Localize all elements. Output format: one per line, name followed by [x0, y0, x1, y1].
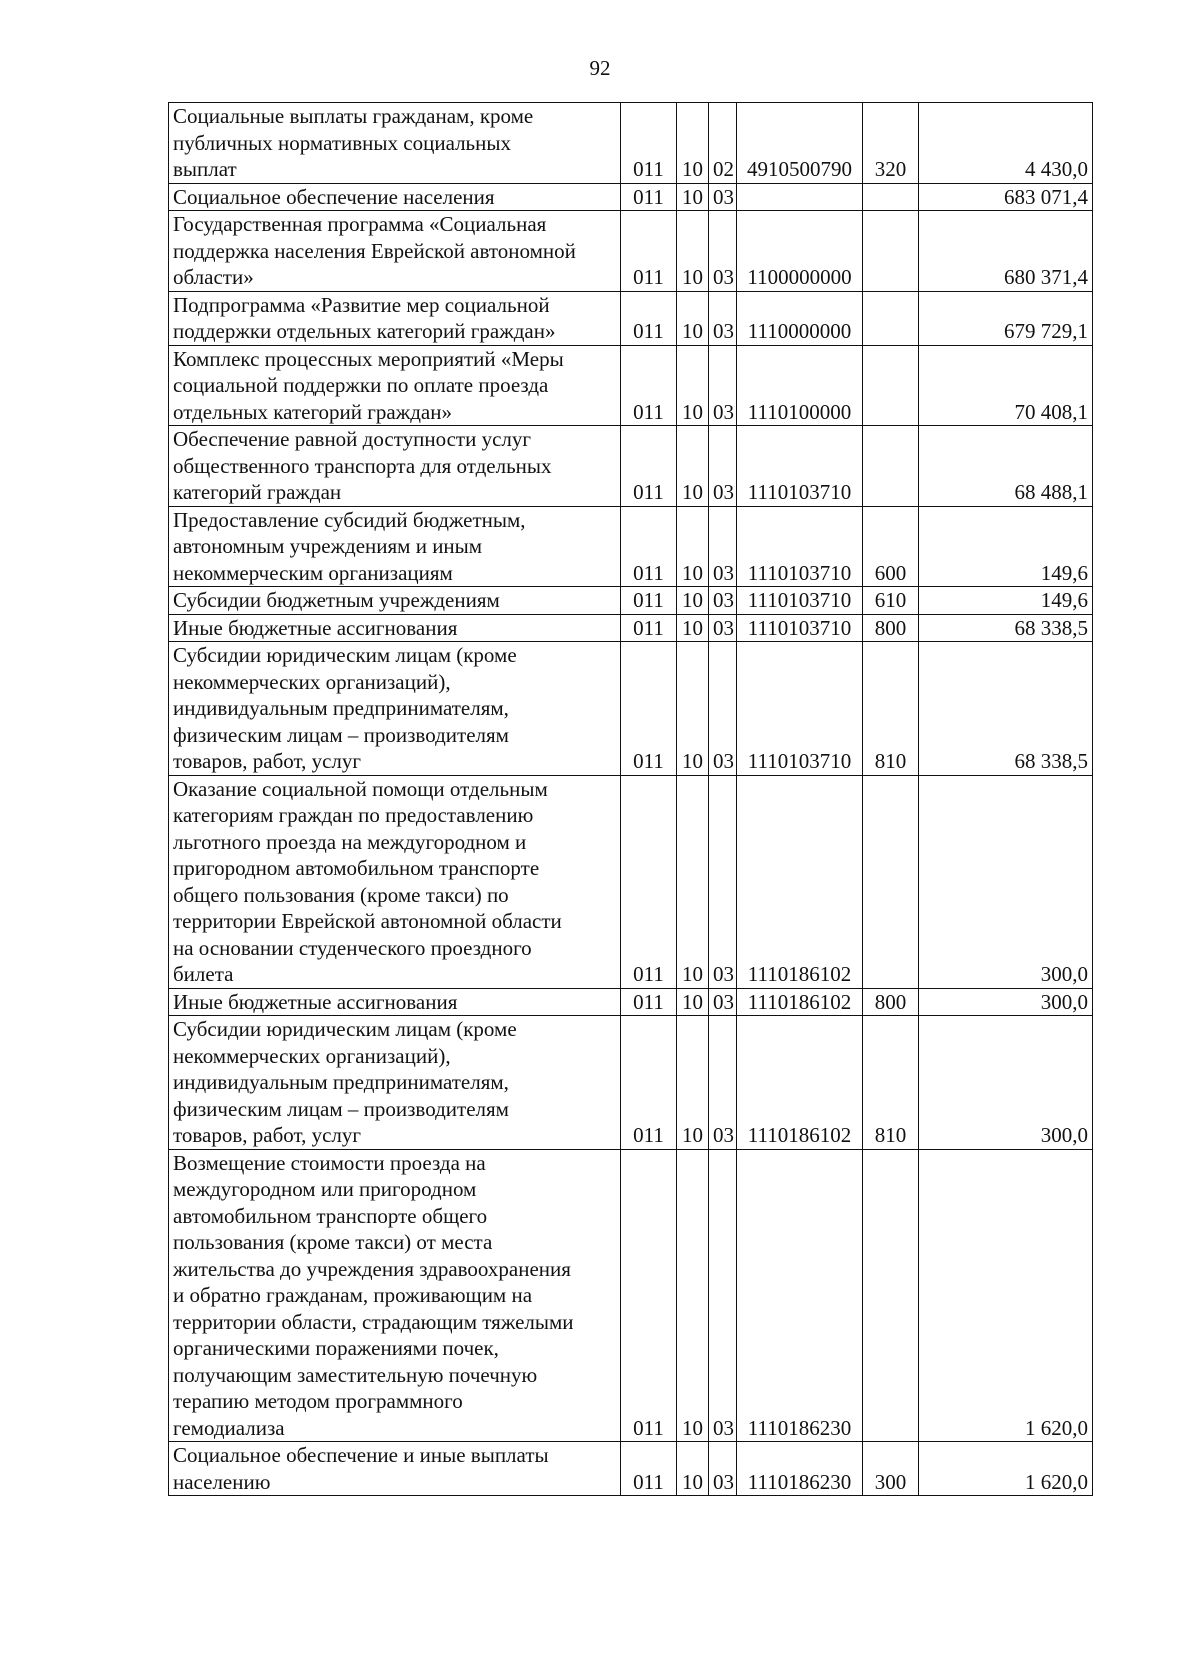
table-row	[169, 775, 1093, 988]
amount-text: 683 071,4	[1004, 184, 1088, 209]
ministry-code-cell	[621, 1442, 677, 1496]
amount-cell	[919, 426, 1093, 507]
section-code-cell	[677, 426, 709, 507]
budget-table	[168, 102, 1093, 1496]
target-article-cell	[737, 1442, 863, 1496]
expense-type-cell	[863, 426, 919, 507]
section-code-cell	[677, 642, 709, 776]
ministry-code-text: 011	[633, 319, 664, 343]
table-body	[169, 103, 1093, 1496]
target-article-text: 1110186102	[747, 962, 852, 986]
expense-name-text: Комплекс процессных мероприятий «Меры социальной поддержки по оплате проезда отдельных категорий граждан»	[173, 346, 564, 424]
table-row	[169, 642, 1093, 776]
target-article-text: 1110000000	[747, 319, 852, 343]
expense-type-text: 600	[874, 560, 907, 585]
expense-type-cell	[863, 614, 919, 642]
section-code-cell	[677, 506, 709, 587]
subsection-code-text: 03	[713, 962, 734, 986]
expense-type-text: 320	[874, 157, 907, 181]
expense-name-text: Субсидии бюджетным учреждениям	[173, 588, 500, 612]
ministry-code-text: 011	[633, 1469, 664, 1494]
ministry-code-cell	[621, 183, 677, 211]
ministry-code-text: 011	[633, 962, 664, 986]
subsection-code-cell	[709, 103, 737, 184]
ministry-code-cell	[621, 587, 677, 615]
subsection-code-text: 03	[713, 1415, 734, 1440]
expense-name-cell	[169, 506, 621, 587]
amount-text: 68 488,1	[1014, 480, 1088, 504]
section-code-cell	[677, 1016, 709, 1150]
table-row	[169, 291, 1093, 345]
subsection-code-text: 02	[713, 157, 734, 181]
expense-type-cell	[863, 345, 919, 426]
amount-cell	[919, 211, 1093, 292]
amount-text: 679 729,1	[1004, 319, 1088, 343]
expense-type-cell	[863, 103, 919, 184]
expense-type-text: 300	[874, 1469, 907, 1494]
amount-text: 300,0	[1040, 989, 1088, 1014]
section-code-cell	[677, 211, 709, 292]
subsection-code-text: 03	[713, 1469, 734, 1494]
ministry-code-cell	[621, 775, 677, 988]
ministry-code-cell	[621, 1149, 677, 1442]
ministry-code-cell	[621, 345, 677, 426]
expense-name-cell	[169, 1016, 621, 1150]
ministry-code-text: 011	[633, 1415, 664, 1440]
section-code-text: 10	[682, 615, 703, 640]
section-code-cell	[677, 1149, 709, 1442]
subsection-code-cell	[709, 642, 737, 776]
section-code-text: 10	[682, 184, 703, 209]
section-code-cell	[677, 614, 709, 642]
section-code-cell	[677, 988, 709, 1016]
subsection-code-cell	[709, 614, 737, 642]
section-code-cell	[677, 587, 709, 615]
table-row	[169, 103, 1093, 184]
target-article-cell	[737, 211, 863, 292]
amount-cell	[919, 1149, 1093, 1442]
subsection-code-text: 03	[713, 480, 734, 504]
expense-type-cell	[863, 506, 919, 587]
ministry-code-text: 011	[633, 615, 664, 640]
subsection-code-text: 03	[713, 588, 734, 612]
target-article-cell	[737, 506, 863, 587]
expense-type-text: 810	[874, 749, 907, 773]
expense-name-text: Субсидии юридическим лицам (кроме некоммерческих организаций), индивидуальным предпринимателям, физическим лицам – производителям товаров, работ, услуг	[173, 1017, 517, 1147]
target-article-cell	[737, 614, 863, 642]
amount-cell	[919, 291, 1093, 345]
section-code-cell	[677, 775, 709, 988]
ministry-code-cell	[621, 988, 677, 1016]
table-row	[169, 426, 1093, 507]
subsection-code-text: 03	[713, 265, 734, 289]
target-article-cell	[737, 775, 863, 988]
section-code-text: 10	[682, 480, 703, 504]
ministry-code-cell	[621, 426, 677, 507]
expense-name-text: Субсидии юридическим лицам (кроме некоммерческих организаций), индивидуальным предпринимателям, физическим лицам – производителям товаров, работ, услуг	[173, 643, 517, 773]
section-code-text: 10	[682, 1415, 703, 1440]
subsection-code-cell	[709, 426, 737, 507]
expense-name-text: Обеспечение равной доступности услуг общественного транспорта для отдельных категорий граждан	[173, 427, 552, 504]
amount-text: 149,6	[1040, 588, 1088, 612]
target-article-text: 1110100000	[747, 399, 852, 424]
amount-cell	[919, 345, 1093, 426]
target-article-text: 1110103710	[747, 615, 852, 640]
section-code-text: 10	[682, 1123, 703, 1147]
ministry-code-text: 011	[633, 157, 664, 181]
subsection-code-text: 03	[713, 615, 734, 640]
expense-type-cell	[863, 587, 919, 615]
expense-name-cell	[169, 1149, 621, 1442]
expense-name-cell	[169, 988, 621, 1016]
expense-name-text: Предоставление субсидий бюджетным, автономным учреждениям и иным некоммерческим организациям	[173, 507, 526, 585]
expense-type-cell	[863, 211, 919, 292]
target-article-text: 1110103710	[747, 588, 852, 612]
expense-name-text: Социальное обеспечение населения	[173, 184, 495, 209]
ministry-code-text: 011	[633, 265, 664, 289]
expense-name-cell	[169, 291, 621, 345]
section-code-text: 10	[682, 1469, 703, 1494]
ministry-code-text: 011	[633, 1123, 664, 1147]
subsection-code-cell	[709, 211, 737, 292]
amount-text: 4 430,0	[1025, 157, 1088, 181]
target-article-cell	[737, 642, 863, 776]
expense-name-cell	[169, 345, 621, 426]
section-code-text: 10	[682, 560, 703, 585]
expense-name-text: Возмещение стоимости проезда на междугородном или пригородном автомобильном транспорте общего пользования (кроме такси) от места жительства до учреждения здравоохранения и обратно гражданам, проживающим на территории области, страдающим тяжелыми органическими поражениями почек, получающим заместительную почечную терапию методом программного гемодиализа	[173, 1150, 574, 1440]
expense-name-text: Иные бюджетные ассигнования	[173, 615, 458, 640]
ministry-code-text: 011	[633, 399, 664, 424]
ministry-code-text: 011	[633, 749, 664, 773]
target-article-cell	[737, 291, 863, 345]
subsection-code-cell	[709, 988, 737, 1016]
section-code-text: 10	[682, 989, 703, 1014]
subsection-code-text: 03	[713, 1123, 734, 1147]
table-row	[169, 1016, 1093, 1150]
target-article-cell	[737, 1149, 863, 1442]
target-article-cell	[737, 183, 863, 211]
expense-type-text: 810	[874, 1123, 907, 1147]
target-article-text: 1110186102	[747, 1123, 852, 1147]
amount-cell	[919, 775, 1093, 988]
target-article-text: 1100000000	[747, 265, 852, 289]
expense-type-cell	[863, 775, 919, 988]
expense-type-text: 610	[874, 588, 907, 612]
ministry-code-cell	[621, 211, 677, 292]
ministry-code-cell	[621, 291, 677, 345]
ministry-code-cell	[621, 642, 677, 776]
expense-type-cell	[863, 1149, 919, 1442]
section-code-text: 10	[682, 319, 703, 343]
expense-name-text: Иные бюджетные ассигнования	[173, 989, 458, 1014]
target-article-cell	[737, 426, 863, 507]
expense-name-cell	[169, 1442, 621, 1496]
expense-type-cell	[863, 1442, 919, 1496]
amount-cell	[919, 103, 1093, 184]
amount-text: 68 338,5	[1014, 615, 1088, 640]
ministry-code-cell	[621, 1016, 677, 1150]
amount-text: 680 371,4	[1004, 265, 1088, 289]
expense-name-text: Социальные выплаты гражданам, кроме публичных нормативных социальных выплат	[173, 104, 534, 181]
subsection-code-cell	[709, 587, 737, 615]
target-article-text: 1110103710	[747, 480, 852, 504]
subsection-code-cell	[709, 1442, 737, 1496]
amount-text: 1 620,0	[1025, 1469, 1088, 1494]
ministry-code-text: 011	[633, 588, 664, 612]
expense-name-cell	[169, 775, 621, 988]
section-code-text: 10	[682, 399, 703, 424]
table-row	[169, 988, 1093, 1016]
target-article-text: 1110186102	[747, 989, 852, 1014]
table-row	[169, 345, 1093, 426]
target-article-cell	[737, 345, 863, 426]
subsection-code-cell	[709, 1149, 737, 1442]
amount-text: 68 338,5	[1014, 749, 1088, 773]
expense-name-text: Подпрограмма «Развитие мер социальной поддержки отдельных категорий граждан»	[173, 292, 556, 343]
subsection-code-text: 03	[713, 399, 734, 424]
section-code-cell	[677, 183, 709, 211]
target-article-cell	[737, 988, 863, 1016]
expense-type-text: 800	[874, 989, 907, 1014]
subsection-code-text: 03	[713, 989, 734, 1014]
table-row	[169, 506, 1093, 587]
expense-type-cell	[863, 988, 919, 1016]
section-code-text: 10	[682, 962, 703, 986]
section-code-cell	[677, 291, 709, 345]
page-number: 92	[589, 56, 611, 80]
target-article-text: 1110103710	[747, 560, 852, 585]
amount-cell	[919, 587, 1093, 615]
expense-type-cell	[863, 1016, 919, 1150]
subsection-code-cell	[709, 506, 737, 587]
table-row	[169, 183, 1093, 211]
ministry-code-cell	[621, 614, 677, 642]
table-row	[169, 211, 1093, 292]
expense-name-cell	[169, 183, 621, 211]
subsection-code-text: 03	[713, 319, 734, 343]
section-code-cell	[677, 103, 709, 184]
ministry-code-text: 011	[633, 184, 664, 209]
table-row	[169, 614, 1093, 642]
expense-name-text: Государственная программа «Социальная поддержка населения Еврейской автономной области»	[173, 212, 576, 289]
ministry-code-cell	[621, 103, 677, 184]
expense-type-cell	[863, 291, 919, 345]
expense-type-text: 800	[874, 615, 907, 640]
subsection-code-cell	[709, 345, 737, 426]
ministry-code-text: 011	[633, 480, 664, 504]
amount-cell	[919, 183, 1093, 211]
subsection-code-text: 03	[713, 749, 734, 773]
expense-name-cell	[169, 642, 621, 776]
ministry-code-text: 011	[633, 989, 664, 1014]
target-article-text: 1110186230	[747, 1469, 852, 1494]
subsection-code-cell	[709, 291, 737, 345]
subsection-code-text: 03	[713, 184, 734, 209]
target-article-text: 4910500790	[747, 157, 852, 181]
amount-cell	[919, 1442, 1093, 1496]
expense-type-cell	[863, 183, 919, 211]
expense-type-cell	[863, 642, 919, 776]
subsection-code-text: 03	[713, 560, 734, 585]
table-row	[169, 1442, 1093, 1496]
subsection-code-cell	[709, 183, 737, 211]
ministry-code-text: 011	[633, 560, 664, 585]
expense-name-cell	[169, 614, 621, 642]
section-code-text: 10	[682, 749, 703, 773]
target-article-cell	[737, 1016, 863, 1150]
expense-name-cell	[169, 426, 621, 507]
amount-cell	[919, 1016, 1093, 1150]
expense-name-cell	[169, 103, 621, 184]
amount-cell	[919, 642, 1093, 776]
expense-name-text: Социальное обеспечение и иные выплаты населению	[173, 1443, 549, 1494]
expense-name-cell	[169, 211, 621, 292]
section-code-cell	[677, 345, 709, 426]
target-article-text: 1110103710	[747, 749, 852, 773]
amount-text: 1 620,0	[1025, 1415, 1088, 1440]
target-article-text: 1110186230	[747, 1415, 852, 1440]
amount-cell	[919, 614, 1093, 642]
expense-name-cell	[169, 587, 621, 615]
section-code-cell	[677, 1442, 709, 1496]
amount-text: 70 408,1	[1014, 399, 1088, 424]
amount-text: 300,0	[1040, 962, 1088, 986]
table-row	[169, 587, 1093, 615]
ministry-code-cell	[621, 506, 677, 587]
section-code-text: 10	[682, 157, 703, 181]
amount-text: 149,6	[1040, 560, 1088, 585]
subsection-code-cell	[709, 1016, 737, 1150]
amount-cell	[919, 506, 1093, 587]
section-code-text: 10	[682, 588, 703, 612]
amount-cell	[919, 988, 1093, 1016]
target-article-cell	[737, 587, 863, 615]
table-row	[169, 1149, 1093, 1442]
expense-name-text: Оказание социальной помощи отдельным категориям граждан по предоставлению льготного проезда на междугородном и пригородном автомобильном транспорте общего пользования (кроме такси) по территории Еврейской автономной области на основании студенческого проездного билета	[173, 776, 562, 986]
amount-text: 300,0	[1040, 1123, 1088, 1147]
subsection-code-cell	[709, 775, 737, 988]
section-code-text: 10	[682, 265, 703, 289]
target-article-cell	[737, 103, 863, 184]
